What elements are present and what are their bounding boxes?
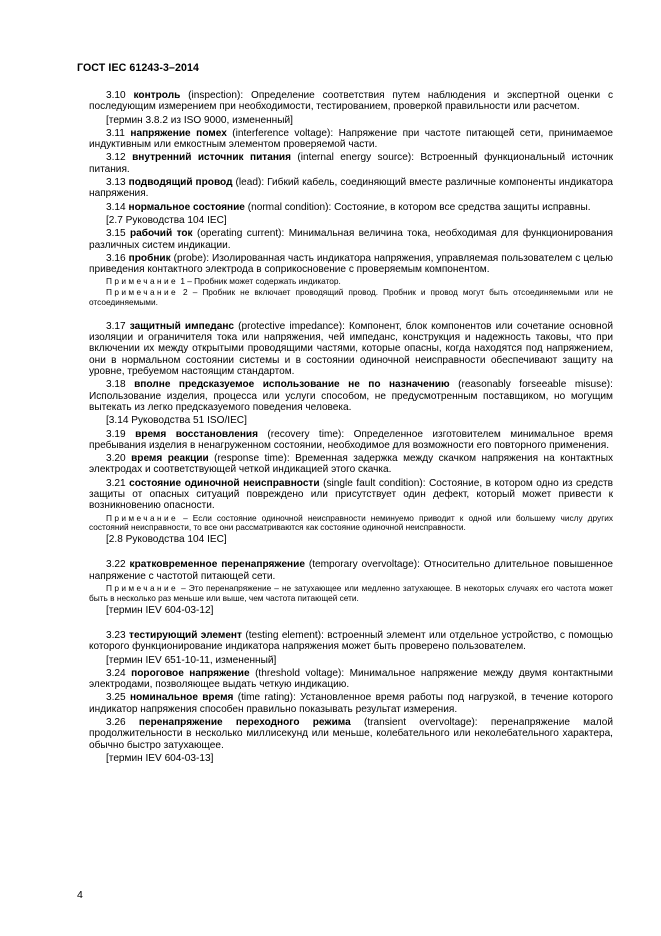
note-label: Примечание <box>106 276 179 287</box>
note-text: – Если состояние одиночной неисправности неминуемо приводит к одной или большему числу других состояний неисправности, то все они рассматриваются как состояние одиночной неисправности. <box>89 512 613 533</box>
definition-paragraph <box>89 202 613 213</box>
definition-text: (threshold voltage): Минимальное напряжение между двумя контактными электродами, позволяющее выдать четкую индикацию. <box>89 667 613 691</box>
definition-text: (response time): Временная задержка между скачком напряжения на контактных электродах и соответствующей четкой индикацией этого скачка. <box>89 453 613 476</box>
source-reference: [2.8 Руководства 104 IEC] <box>106 534 227 546</box>
definition-text: (inspection): Определение соответствия путем наблюдения и экспертной оценки с последующим измерением при необходимости, тестированием, проверкой правильности или расчетом. <box>89 90 613 113</box>
definition-paragraph <box>89 630 613 653</box>
document-body <box>89 90 613 766</box>
term: пробник <box>128 252 171 264</box>
definition-paragraph <box>89 152 613 175</box>
note-text: – Это перенапряжение – не затухающее или медленно затухающее. В некоторых случаях его частота может быть в несколько раз меньше или выше, чем частота питающей сети. <box>89 583 613 603</box>
definition-text: (probe): Изолированная часть индикатора напряжения, управляемая пользователем с целью приведения контактного электрода в соприкосновение с проверяемым компонентом. <box>89 252 613 276</box>
clause-number: 3.13 <box>106 177 126 189</box>
definition-paragraph <box>89 177 613 200</box>
source-reference: [термин 3.8.2 из ISO 9000, измененный] <box>106 114 293 126</box>
definition-paragraph <box>89 321 613 377</box>
note-text: 2 – Пробник не включает проводящий провод. Пробник и провод могут быть отсоединяемыми или не отсоединяемыми. <box>89 287 613 308</box>
clause-number: 3.12 <box>106 152 126 164</box>
clause-number: 3.15 <box>106 228 126 240</box>
term: время реакции <box>131 453 209 465</box>
definition-text: (operating current): Минимальная величина тока, необходимая для функционирования различных систем индикации. <box>89 228 614 251</box>
section-spacer <box>89 309 613 321</box>
term: контроль <box>133 90 181 101</box>
clause-number: 3.26 <box>106 717 126 729</box>
term: состояние одиночной неисправности <box>129 477 320 489</box>
note <box>89 584 613 604</box>
source-reference: [термин IEV 604-03-12] <box>106 604 214 616</box>
clause-number: 3.14 <box>106 201 126 213</box>
definition-text: (interference voltage): Напряжение при частоте питающей сети, принимаемое индуктивным или емкостным элементом проверяемой части. <box>89 127 613 151</box>
clause-number: 3.21 <box>106 477 126 489</box>
definition-text: (protective impedance): Компонент, блок компонентов или сочетание основной изоляции и ограничителя тока или напряжения, чей импеданс, конструкция и надежность таковы, что при включении их между открытыми проводящими частями, которые опасны, когда находятся под напряжением, они в нормальном состоянии системы и в состоянии одиночной неисправности обеспечивают защиту на уровне, требуемом настоящим стандартом. <box>89 320 613 378</box>
clause-number: 3.23 <box>106 629 126 641</box>
term: пороговое напряжение <box>131 667 250 679</box>
term: защитный импеданс <box>129 320 235 332</box>
definition-text: (testing element): встроенный элемент или отдельное устройство, с помощью которого функционирование индикатора напряжения может быть проверено пользователем. <box>89 629 614 653</box>
source-reference: [2.7 Руководства 104 IEC] <box>106 214 227 226</box>
term: рабочий ток <box>130 228 193 240</box>
clause-number: 3.22 <box>106 559 126 571</box>
definition-paragraph <box>89 128 613 151</box>
note <box>89 288 613 308</box>
term: кратковременное перенапряжение <box>129 559 305 571</box>
definition-text: (normal condition): Состояние, в котором все средства защиты исправны. <box>244 201 591 213</box>
note-label: Примечание <box>106 583 179 594</box>
standard-header: ГОСТ IEC 61243-3–2014 <box>77 62 199 74</box>
term: подводящий провод <box>128 177 233 189</box>
section-spacer <box>89 618 613 630</box>
definition-paragraph <box>89 559 613 582</box>
term: вполне предсказуемое использование не по назначению <box>134 379 450 391</box>
term: внутренний источник питания <box>132 152 292 164</box>
section-spacer <box>89 547 613 559</box>
term: напряжение помех <box>130 127 227 139</box>
term: время восстановления <box>135 428 259 440</box>
clause-number: 3.11 <box>106 127 125 139</box>
definition-paragraph <box>89 379 613 413</box>
definition-text: (transient overvoltage): перенапряжение малой продолжительности в несколько миллисекунд или меньше, колебательного или неколебательного характера, обычно быстро затухающее. <box>89 717 613 751</box>
definition-text: (single fault condition): Состояние, в котором одно из средств защиты от опасных ситуаций повреждено или присутствует один дефект, который может привести к возникновению опасности. <box>89 477 613 512</box>
definition-paragraph <box>89 478 613 512</box>
note <box>89 514 613 534</box>
note-text: 1 – Пробник может содержать индикатор. <box>178 276 341 287</box>
definition-text: (lead): Гибкий кабель, соединяющий вместе различные компоненты индикатора напряжения. <box>89 177 613 200</box>
definition-paragraph <box>89 453 613 476</box>
definition-text: (temporary overvoltage): Относительно длительное повышенное напряжение с частотой питающей сети. <box>89 559 613 582</box>
term: перенапряжение переходного режима <box>138 717 351 729</box>
definition-paragraph <box>89 717 613 751</box>
term: тестирующий элемент <box>129 629 242 641</box>
definition-text: (time rating): Установленное время работы под нагрузкой, в течение которого индикатор напряжения способен правильно показывать результат измерения. <box>89 692 613 715</box>
definition-text: (recovery time): Определенное изготовителем минимальное время пребывания изделия в ненагруженном состоянии, необходимое для возможности его повторного применения. <box>89 428 613 451</box>
source-reference: [3.14 Руководства 51 ISO/IEC] <box>106 415 247 427</box>
clause-number: 3.25 <box>106 692 126 704</box>
source-reference: [термин IEV 651-10-11, измененный] <box>106 654 277 666</box>
clause-number: 3.18 <box>106 379 126 391</box>
clause-number: 3.20 <box>106 453 126 465</box>
source-reference: [термин IEV 604-03-13] <box>106 752 214 764</box>
definition-paragraph <box>89 228 613 251</box>
definition-paragraph <box>89 253 613 276</box>
definition-paragraph <box>89 429 613 452</box>
note-label: Примечание <box>106 287 179 298</box>
clause-number: 3.17 <box>106 320 126 332</box>
definition-text: (reasonably forseeable misuse): Использование изделия, процесса или услуги способом, не предусмотренным поставщиком, но могущим вытекать из легко предсказуемого поведения человека. <box>89 379 613 413</box>
definition-paragraph <box>89 668 613 691</box>
clause-number: 3.16 <box>106 252 126 264</box>
page-number: 4 <box>77 889 83 901</box>
definition-paragraph <box>89 90 613 113</box>
clause-number: 3.10 <box>106 90 126 101</box>
definition-paragraph <box>89 692 613 715</box>
term: нормальное состояние <box>128 201 245 213</box>
clause-number: 3.19 <box>106 428 126 440</box>
clause-number: 3.24 <box>106 667 126 679</box>
note-label: Примечание <box>106 512 179 523</box>
note <box>89 277 613 287</box>
term: номинальное время <box>129 692 234 704</box>
definition-text: (internal energy source): Встроенный функциональный источник питания. <box>89 152 614 175</box>
